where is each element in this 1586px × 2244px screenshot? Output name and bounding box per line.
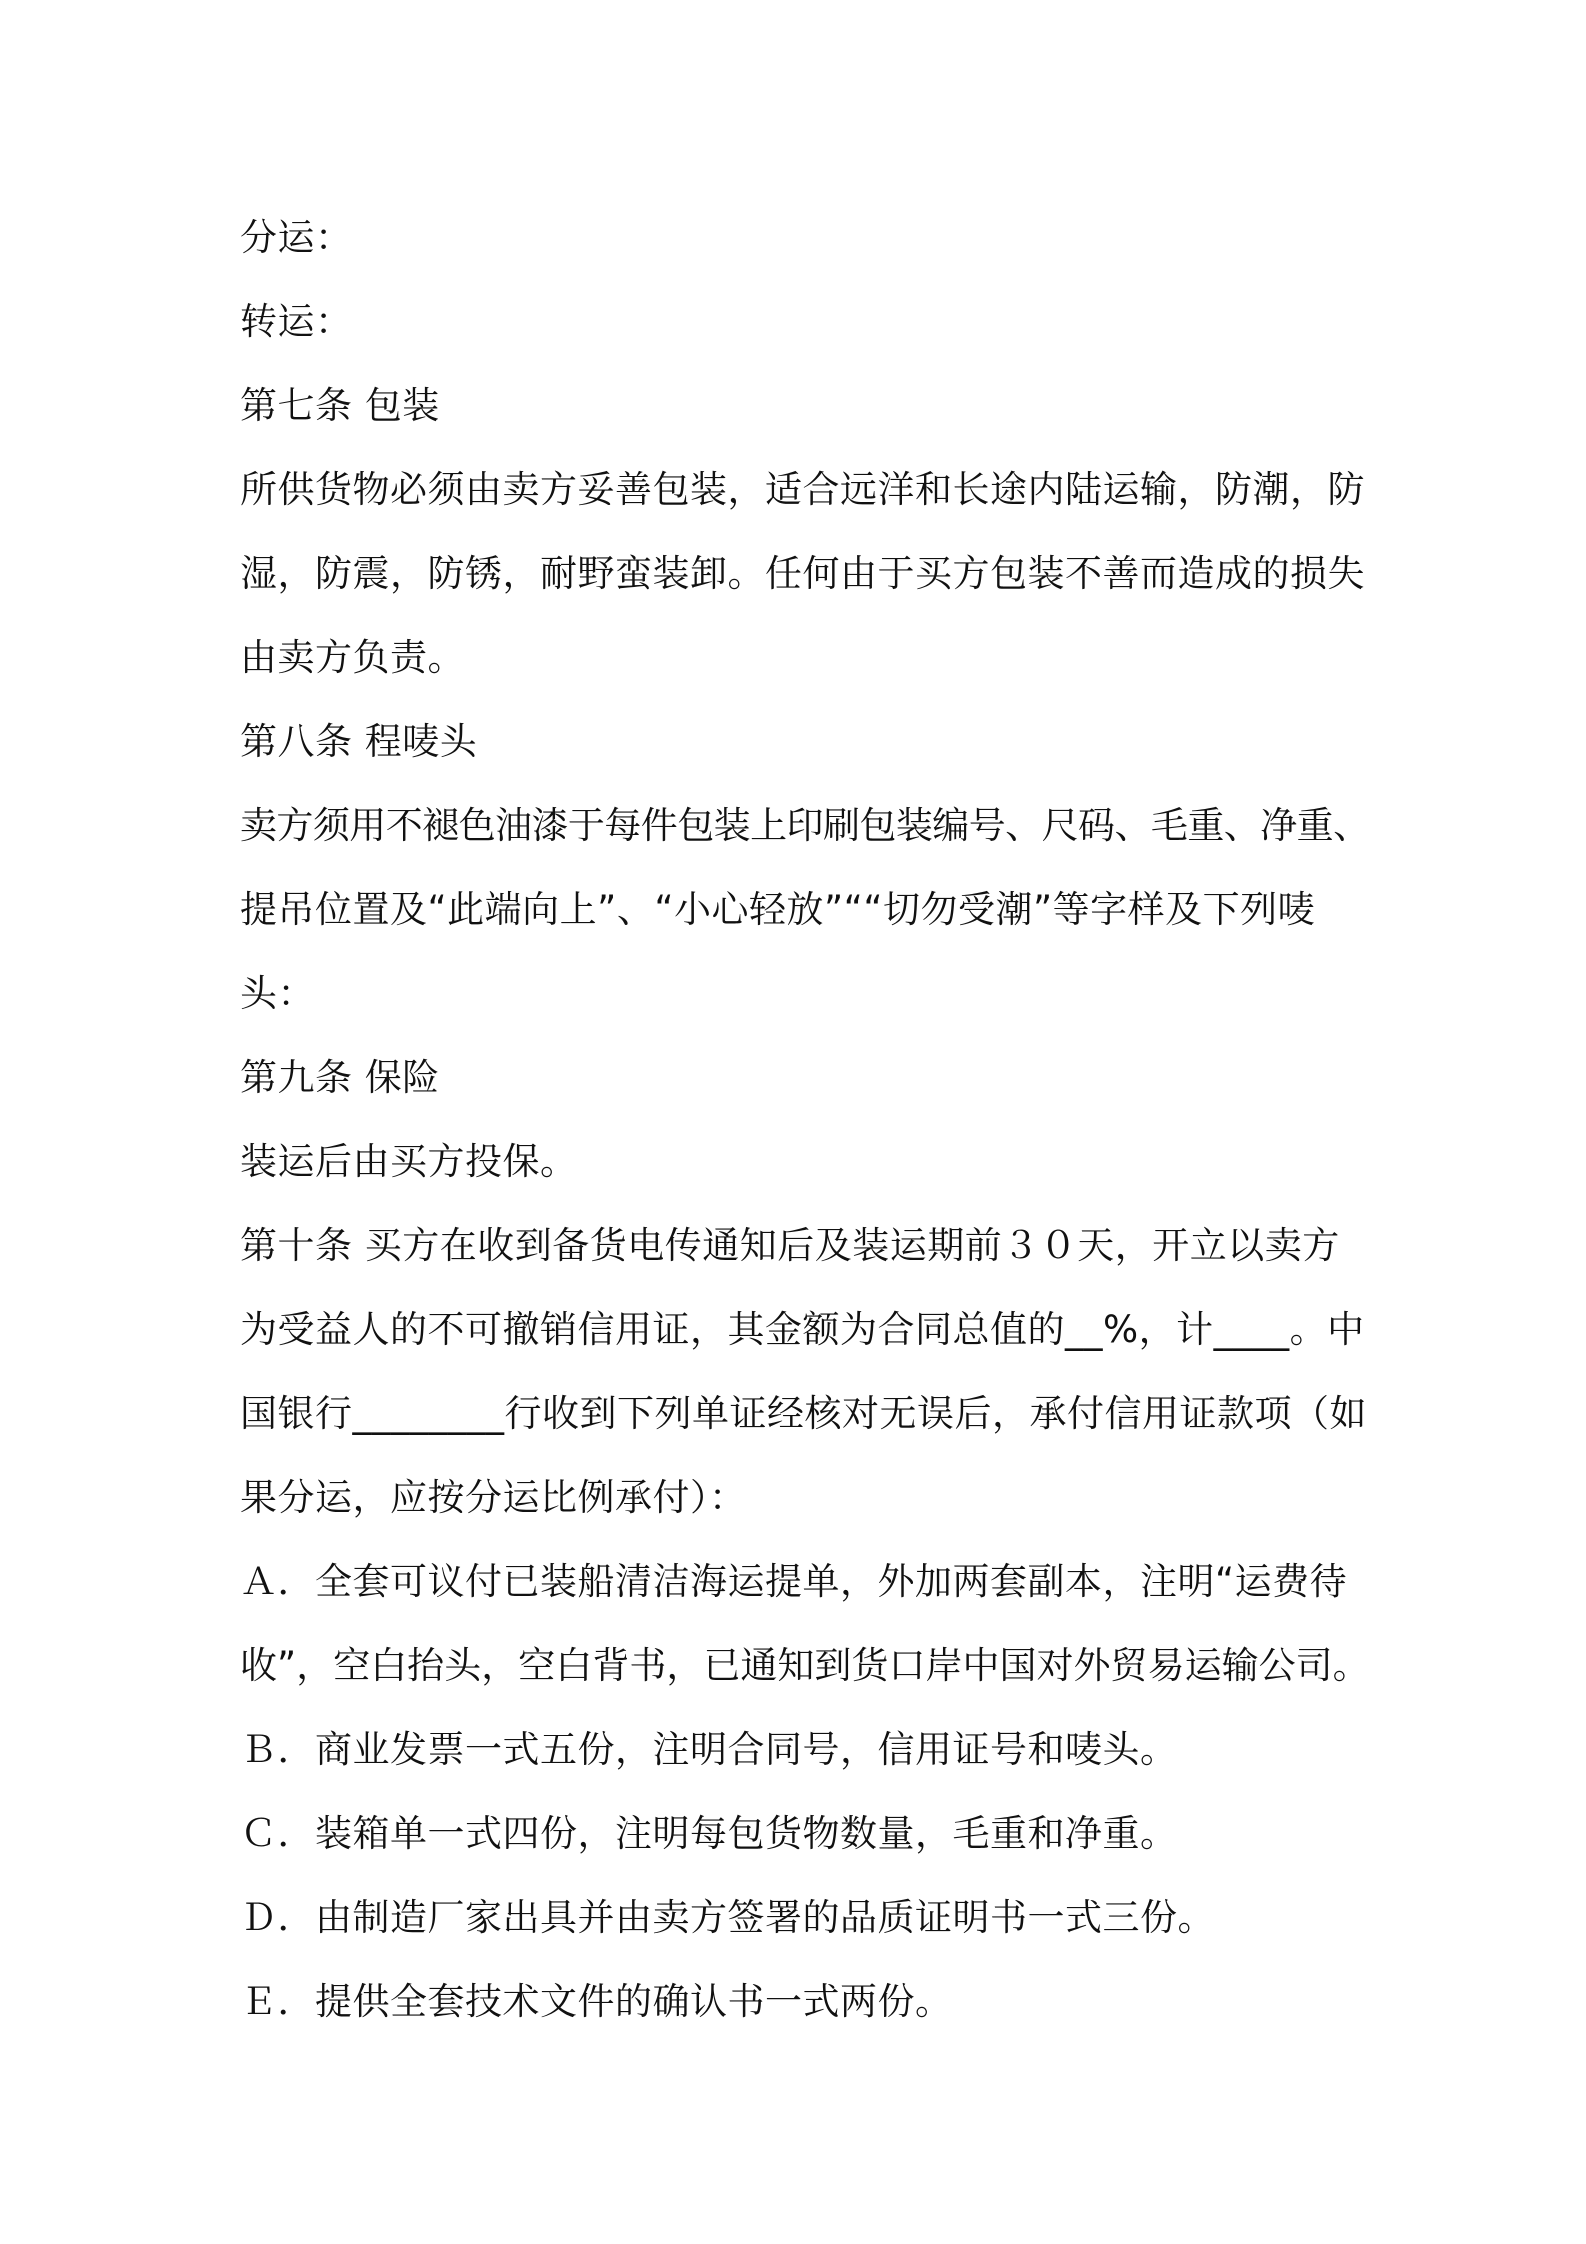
list-item: Ｃ．装箱单一式四份，注明每包货物数量，毛重和净重。: [240, 1812, 1178, 1855]
text-line: 头：: [240, 972, 315, 1015]
list-item: Ａ．全套可议付已装船清洁海运提单，外加两套副本，注明“运费待: [240, 1560, 1348, 1603]
list-item: Ｄ．由制造厂家出具并由卖方签署的品质证明书一式三份。: [240, 1896, 1215, 1939]
article-heading: 第十条 买方在收到备货电传通知后及装运期前３０天，开立以卖方: [240, 1224, 1340, 1267]
text-line: 所供货物必须由卖方妥善包装，适合远洋和长途内陆运输，防潮，防: [240, 468, 1365, 511]
text-line: 果分运，应按分运比例承付）：: [240, 1476, 747, 1519]
text-line: 转运：: [240, 300, 353, 343]
article-heading: 第八条 程唛头: [240, 720, 478, 763]
article-heading: 第七条 包装: [240, 384, 440, 427]
text-line: 为受益人的不可撤销信用证，其金额为合同总值的__%，计____。中: [240, 1308, 1365, 1351]
text-line: 由卖方负责。: [240, 636, 465, 679]
text-line: 收”，空白抬头，空白背书，已通知到货口岸中国对外贸易运输公司。: [240, 1644, 1370, 1687]
article-heading: 第九条 保险: [240, 1056, 440, 1099]
list-item: Ｂ．商业发票一式五份，注明合同号，信用证号和唛头。: [240, 1728, 1178, 1771]
list-item: Ｅ．提供全套技术文件的确认书一式两份。: [240, 1980, 953, 2023]
text-line: 湿，防震，防锈，耐野蛮装卸。任何由于买方包装不善而造成的损失: [240, 552, 1365, 595]
text-line: 卖方须用不褪色油漆于每件包装上印刷包装编号、尺码、毛重、净重、: [240, 804, 1370, 847]
text-line: 提吊位置及“此端向上”、“小心轻放”““切勿受潮”等字样及下列唛: [240, 888, 1316, 931]
text-line: 装运后由买方投保。: [240, 1140, 578, 1183]
text-line: 国银行________行收到下列单证经核对无误后，承付信用证款项（如: [240, 1392, 1367, 1435]
contract-text: [240, 196, 1370, 2044]
text-line: 分运：: [240, 216, 353, 259]
